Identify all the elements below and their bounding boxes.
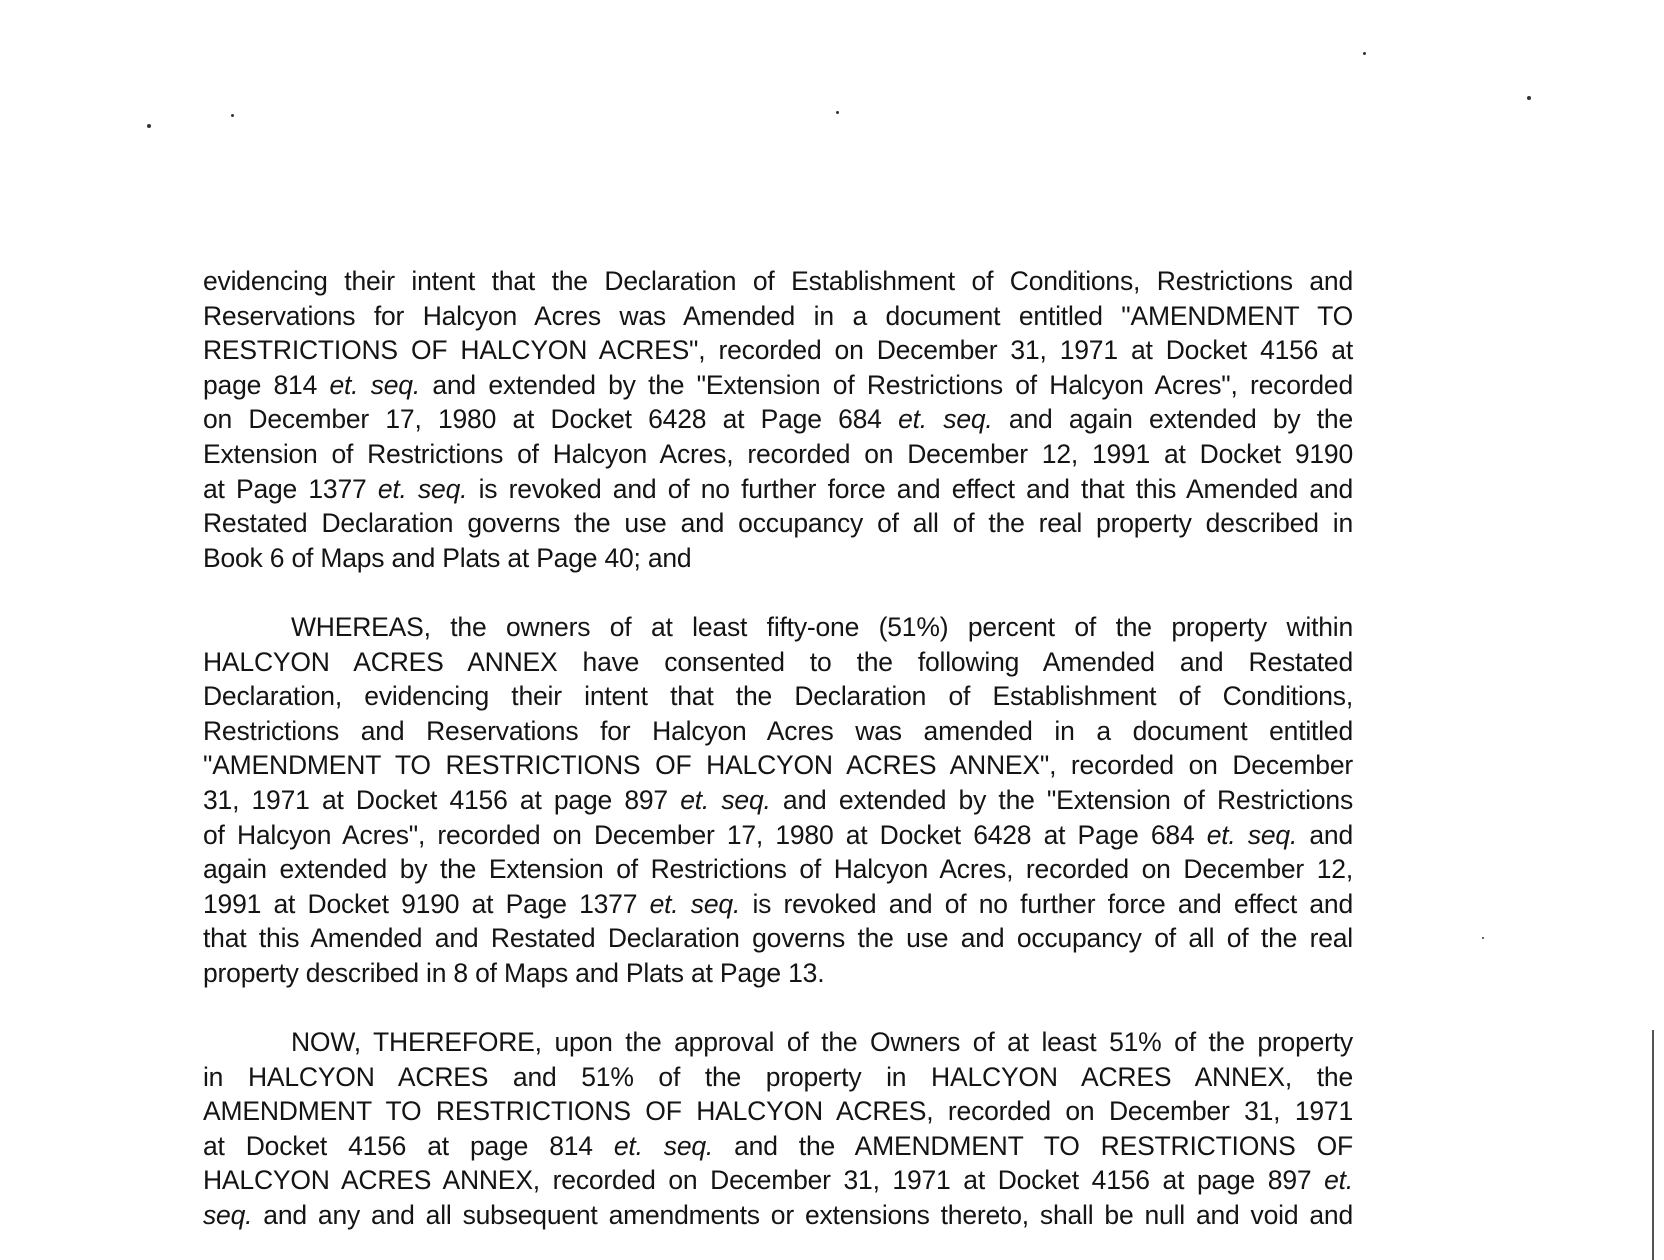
text-line: NOW, THEREFORE, upon the approval of the Owners of at least 51% of the property (291, 1027, 1353, 1058)
text-line: 31, 1971 at Docket 4156 at page 897 et. seq. and extended by the "Extension of Restrictions (203, 784, 1353, 815)
text-line: Declaration, evidencing their intent that the Declaration of Establishment of Conditions, (203, 681, 1353, 712)
text-line: on December 17, 1980 at Docket 6428 at Page 684 et. seq. and again extended by the (203, 404, 1353, 435)
paragraph-continuation (203, 264, 1353, 575)
text-line: at Docket 4156 at page 814 et. seq. and the AMENDMENT TO RESTRICTIONS OF (203, 1130, 1353, 1161)
scan-speck (1482, 937, 1484, 939)
text-line: AMENDMENT TO RESTRICTIONS OF HALCYON ACRES, recorded on December 31, 1971 (203, 1096, 1353, 1127)
text-line: seq. and any and all subsequent amendments or extensions thereto, shall be null and void and (203, 1200, 1353, 1231)
text-line: Restrictions and Reservations for Halcyon Acres was amended in a document entitled (203, 715, 1353, 746)
text-line: Reservations for Halcyon Acres was Amended in a document entitled "AMENDMENT TO (203, 300, 1353, 331)
text-line: Extension of Restrictions of Halcyon Acres, recorded on December 12, 1991 at Docket 9190 (203, 438, 1353, 469)
scan-speck (147, 124, 151, 128)
text-line: that this Amended and Restated Declaration governs the use and occupancy of all of the real (203, 923, 1353, 954)
text-line: Book 6 of Maps and Plats at Page 40; and (203, 542, 692, 573)
text-line: evidencing their intent that the Declaration of Establishment of Conditions, Restrictions and (203, 266, 1353, 296)
text-line: of Halcyon Acres", recorded on December 17, 1980 at Docket 6428 at Page 684 et. seq. and (203, 819, 1353, 850)
text-line: RESTRICTIONS OF HALCYON ACRES", recorded on December 31, 1971 at Docket 4156 at (203, 335, 1353, 366)
scan-speck (836, 111, 839, 114)
text-line: HALCYON ACRES ANNEX, recorded on December 31, 1971 at Docket 4156 at page 897 et. (203, 1165, 1353, 1196)
text-line: again extended by the Extension of Restrictions of Halcyon Acres, recorded on December 12, (203, 854, 1353, 885)
scan-speck (1527, 96, 1531, 100)
scan-speck (231, 114, 234, 117)
text-line: Restated Declaration governs the use and occupancy of all of the real property described in (203, 508, 1353, 539)
scan-edge-line (1652, 1030, 1654, 1260)
paragraph-whereas (203, 610, 1353, 991)
text-line: at Page 1377 et. seq. is revoked and of no further force and effect and that this Amended and (203, 473, 1353, 504)
text-line: 1991 at Docket 9190 at Page 1377 et. seq. is revoked and of no further force and effect and (203, 888, 1353, 919)
paragraph-now-therefore (203, 1025, 1353, 1233)
text-line: property described in 8 of Maps and Plats at Page 13. (203, 957, 825, 988)
text-line: in HALCYON ACRES and 51% of the property in HALCYON ACRES ANNEX, the (203, 1061, 1353, 1092)
text-line: WHEREAS, the owners of at least fifty-one (51%) percent of the property within (291, 611, 1353, 642)
scan-speck (1363, 52, 1366, 55)
text-line: page 814 et. seq. and extended by the "Extension of Restrictions of Halcyon Acres", recorded (203, 369, 1353, 400)
document-body (203, 264, 1353, 1233)
text-line: "AMENDMENT TO RESTRICTIONS OF HALCYON ACRES ANNEX", recorded on December (203, 750, 1353, 781)
text-line: HALCYON ACRES ANNEX have consented to the following Amended and Restated (203, 646, 1353, 677)
